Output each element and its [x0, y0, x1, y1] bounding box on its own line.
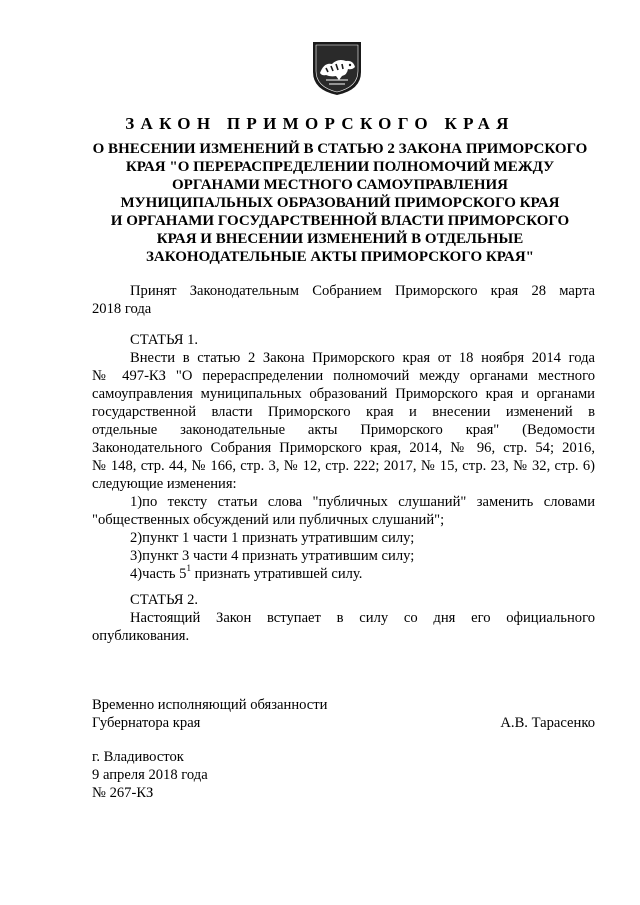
- amendment-item-1: 1)по тексту статьи слова "публичных слушаний" заменить словами: [130, 494, 595, 510]
- article-1-line: следующие изменения:: [92, 476, 237, 492]
- article-1-line: отдельные законодательные акты Приморского края" (Ведомости: [92, 422, 595, 438]
- signatory-position: Губернатора края: [92, 715, 201, 731]
- document-title: [80, 140, 600, 266]
- article-2-block: [92, 591, 595, 609]
- title-line: ЗАКОНОДАТЕЛЬНЫЕ АКТЫ ПРИМОРСКОГО КРАЯ": [146, 249, 534, 265]
- article-1-body: [92, 349, 595, 583]
- item-4-text: 4)часть 5: [130, 566, 187, 582]
- title-line: МУНИЦИПАЛЬНЫХ ОБРАЗОВАНИЙ ПРИМОРСКОГО КРАЯ: [120, 195, 560, 211]
- law-number: № 267-КЗ: [92, 785, 154, 801]
- article-1-line: № 148, стр. 44, № 166, стр. 3, № 12, стр. 222; 2017, № 15, стр. 23, № 32, стр. 6): [92, 458, 595, 474]
- title-line: КРАЯ И ВНЕСЕНИИ ИЗМЕНЕНИЙ В ОТДЕЛЬНЫЕ: [156, 231, 524, 247]
- law-title: ЗАКОН ПРИМОРСКОГО КРАЯ: [125, 114, 515, 133]
- amendment-item-2: 2)пункт 1 части 1 признать утратившим силу;: [130, 530, 415, 546]
- title-line: И ОРГАНАМИ ГОСУДАРСТВЕННОЙ ВЛАСТИ ПРИМОРСКОГО: [110, 213, 570, 229]
- coat-of-arms-emblem: [312, 40, 362, 96]
- article-2-line: опубликования.: [92, 628, 190, 644]
- signatory-title: Временно исполняющий обязанности: [92, 697, 328, 713]
- title-line: ОРГАНАМИ МЕСТНОГО САМОУПРАВЛЕНИЯ: [171, 177, 508, 193]
- adoption-statement: [92, 282, 595, 318]
- adoption-line: 2018 года: [92, 301, 152, 317]
- item-4-text-end: признать утратившей силу.: [190, 566, 363, 582]
- title-line: КРАЯ "О ПЕРЕРАСПРЕДЕЛЕНИИ ПОЛНОМОЧИЙ МЕЖДУ: [125, 159, 555, 175]
- signatory-name: А.В. Тарасенко: [500, 715, 595, 731]
- article-1-block: [92, 331, 595, 349]
- article-2-line: Настоящий Закон вступает в силу со дня его официального: [130, 610, 595, 626]
- signature-block: [92, 696, 595, 732]
- article-1-line: самоуправления муниципальных образований Приморского края и органами: [92, 386, 595, 402]
- article-2-body: [92, 609, 595, 645]
- signing-date: 9 апреля 2018 года: [92, 767, 208, 783]
- amendment-item-1-continued: "общественных обсуждений или публичных слушаний";: [92, 512, 445, 528]
- amendment-item-4: [92, 565, 595, 583]
- amendment-item-3: 3)пункт 3 части 4 признать утратившим силу;: [130, 548, 415, 564]
- item-4-superscript: 1: [186, 563, 191, 574]
- city: г. Владивосток: [92, 749, 184, 765]
- article-1-line: Законодательного Собрания Приморского края, 2014, № 96, стр. 54; 2016,: [92, 440, 595, 456]
- adoption-line: Принят Законодательным Собранием Приморского края 28 марта: [130, 283, 595, 299]
- article-1-line: Внести в статью 2 Закона Приморского края от 18 ноября 2014 года: [130, 350, 595, 366]
- article-1-line: государственной власти Приморского края и внесении изменений в: [92, 404, 595, 420]
- article-1-line: № 497-КЗ "О перераспределении полномочий между органами местного: [92, 368, 595, 384]
- article-1-heading: СТАТЬЯ 1.: [130, 332, 199, 348]
- place-date-block: [92, 748, 208, 802]
- article-2-heading: СТАТЬЯ 2.: [130, 592, 199, 608]
- title-line: О ВНЕСЕНИИ ИЗМЕНЕНИЙ В СТАТЬЮ 2 ЗАКОНА ПРИМОРСКОГО: [92, 141, 588, 157]
